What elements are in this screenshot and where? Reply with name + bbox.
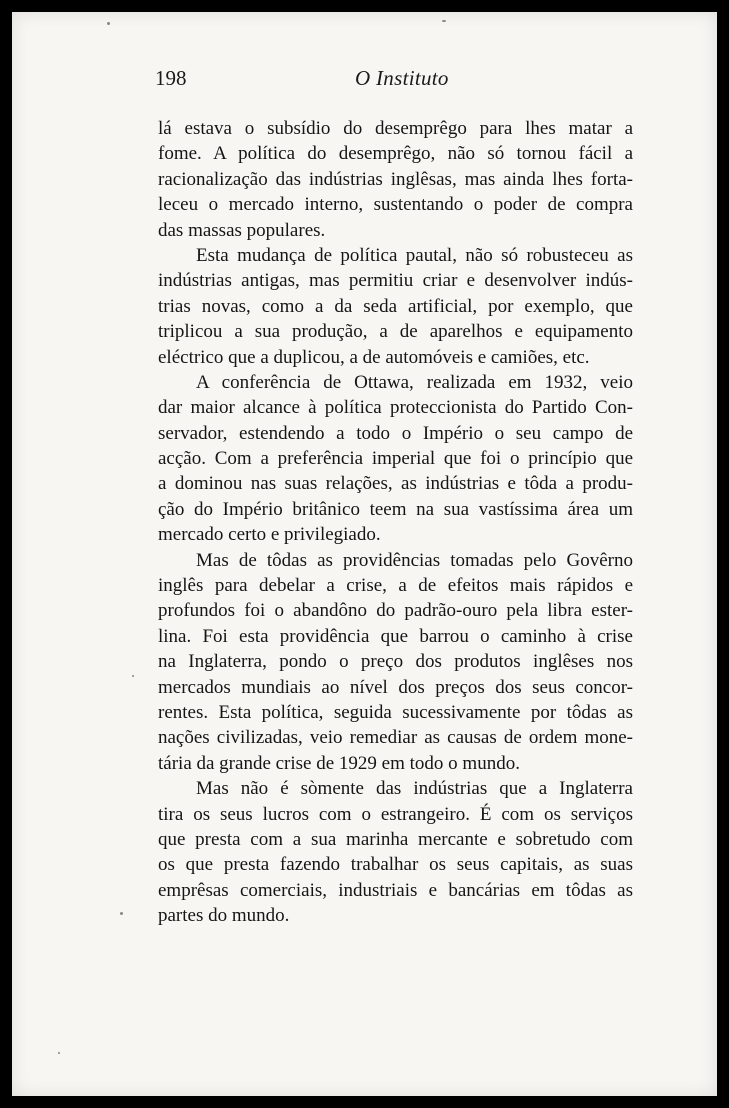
text-line: lina. Foi esta providência que barrou o caminho à crise — [158, 625, 633, 647]
text-line: a dominou nas suas relações, as indústrias e tôda a produ- — [158, 473, 633, 495]
running-title: O Instituto — [355, 66, 449, 90]
text-line: profundos foi o abandôno do padrão-ouro pela libra ester- — [158, 600, 633, 622]
text-line: na Inglaterra, pondo o preço dos produtos inglêses nos — [158, 651, 633, 673]
text-line: das massas populares. — [158, 219, 326, 241]
text-line: dar maior alcance à política proteccionista do Partido Con- — [158, 397, 633, 419]
text-line: rentes. Esta política, seguida sucessivamente por tôdas as — [158, 701, 633, 723]
text-line: servador, estendendo a todo o Império o seu campo de — [158, 422, 633, 444]
text-line: inglês para debelar a crise, a de efeitos mais rápidos e — [158, 575, 633, 597]
text-line: indústrias antigas, mas permitiu criar e desenvolver indús- — [158, 270, 633, 292]
paper-speck — [58, 1052, 60, 1054]
text-line: A conferência de Ottawa, realizada em 1932, veio — [196, 371, 633, 393]
text-line: trias novas, como a da seda artificial, por exemplo, que — [158, 295, 633, 317]
paper-speck — [107, 22, 110, 25]
page-header — [155, 66, 629, 100]
text-line: emprêsas comerciais, industriais e bancárias em tôdas as — [158, 879, 633, 901]
text-line: Mas não é sòmente das indústrias que a Inglaterra — [196, 778, 633, 800]
text-line: eléctrico que a duplicou, a de automóveis e camiões, etc. — [158, 346, 590, 368]
text-line: mercado certo e privilegiado. — [158, 524, 381, 546]
paragraph-5 — [158, 776, 633, 928]
paragraph-1 — [158, 116, 633, 243]
text-line: tária da grande crise de 1929 em todo o mundo. — [158, 752, 520, 774]
text-line: acção. Com a preferência imperial que foi o princípio que — [158, 448, 633, 470]
text-line: partes do mundo. — [158, 905, 290, 927]
text-line: ção do Império britânico teem na sua vastíssima área um — [158, 498, 633, 520]
text-line: lá estava o subsídio do desemprêgo para lhes matar a — [158, 118, 633, 139]
paper-speck — [132, 675, 134, 677]
text-line: nações civilizadas, veio remediar as causas de ordem mone- — [158, 727, 633, 749]
paragraph-4 — [158, 548, 633, 777]
text-line: tira os seus lucros com o estrangeiro. É com os serviços — [158, 803, 633, 825]
paper-speck — [442, 20, 446, 22]
paper-speck — [120, 912, 123, 915]
text-line: Mas de tôdas as providências tomadas pelo Govêrno — [196, 549, 633, 571]
text-line: mercados mundiais ao nível dos preços dos seus concor- — [158, 676, 633, 698]
text-line: triplicou a sua produção, a de aparelhos e equipamento — [158, 321, 633, 343]
paragraph-3 — [158, 370, 633, 548]
paragraph-2 — [158, 243, 633, 370]
text-line: racionalização das indústrias inglêsas, mas ainda lhes forta- — [158, 168, 633, 190]
text-line: Esta mudança de política pautal, não só robusteceu as — [196, 244, 633, 266]
text-line: que presta com a sua marinha mercante e sobretudo com — [158, 828, 633, 850]
text-line: fome. A política do desemprêgo, não só tornou fácil a — [158, 143, 633, 165]
page-number: 198 — [155, 66, 187, 90]
text-line: os que presta fazendo trabalhar os seus capitais, as suas — [158, 854, 633, 876]
text-line: leceu o mercado interno, sustentando o poder de compra — [158, 194, 633, 216]
body-text — [158, 116, 633, 929]
